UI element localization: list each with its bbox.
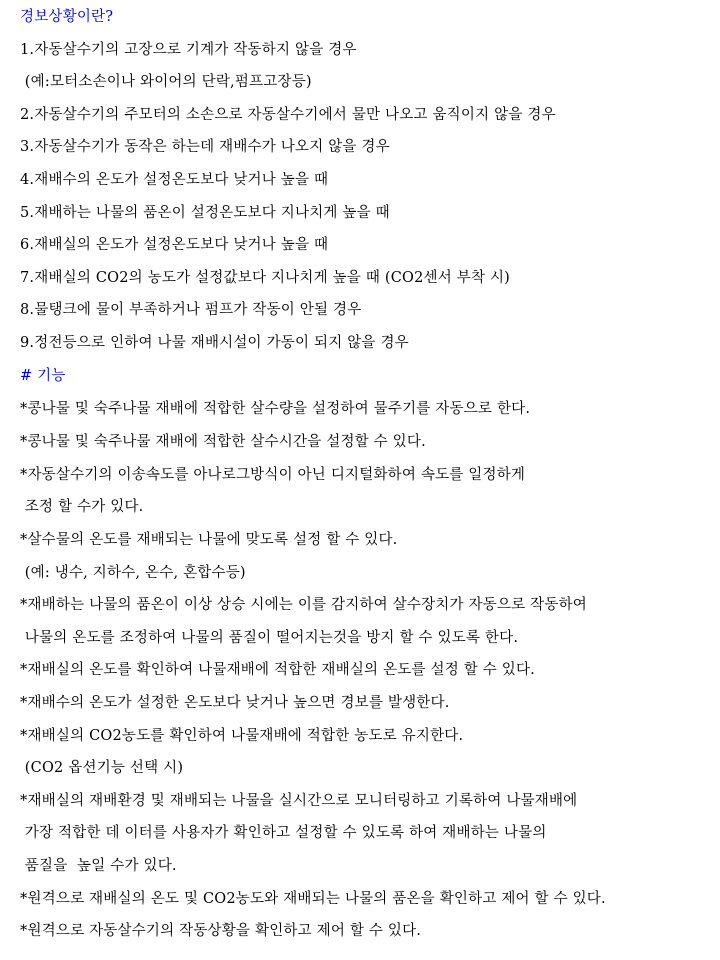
- alarm-section-title: 경보상황이란?: [20, 9, 114, 25]
- function-item: 품질을 높일 수가 있다.: [20, 858, 177, 874]
- alarm-item: (예:모터소손이나 와이어의 단락,펌프고장등): [20, 74, 312, 90]
- alarm-item: 6.재배실의 온도가 설정온도보다 낮거나 높을 때: [20, 237, 329, 253]
- function-item: 가장 적합한 데 이터를 사용자가 확인하고 설정할 수 있도록 하여 재배하는 나물의: [20, 825, 547, 841]
- function-item: *원격으로 재배실의 온도 및 CO2농도와 재배되는 나물의 품온을 확인하고 제어 할 수 있다.: [20, 891, 606, 907]
- function-item: *살수물의 온도를 재배되는 나물에 맞도록 설정 할 수 있다.: [20, 532, 398, 548]
- function-item: *자동살수기의 이송속도를 아나로그방식이 아닌 디지털화하여 속도를 일정하게: [20, 467, 526, 483]
- alarm-item: 8.물탱크에 물이 부족하거나 펌프가 작동이 안될 경우: [20, 302, 362, 318]
- function-item: 나물의 온도를 조정하여 나물의 품질이 떨어지는것을 방지 할 수 있도록 한다.: [20, 630, 519, 646]
- function-item: *재배실의 온도를 확인하여 나물재배에 적합한 재배실의 온도를 설정 할 수 있다.: [20, 662, 535, 678]
- function-section-title: # 기능: [20, 368, 66, 384]
- alarm-item: 5.재배하는 나물의 품온이 설정온도보다 지나치게 높을 때: [20, 205, 390, 221]
- function-item: *재배수의 온도가 설정한 온도보다 낮거나 높으면 경보를 발생한다.: [20, 695, 450, 711]
- alarm-item: 4.재배수의 온도가 설정온도보다 낮거나 높을 때: [20, 172, 329, 188]
- function-item: *재배실의 재배환경 및 재배되는 나물을 실시간으로 모니터링하고 기록하여 나물재배에: [20, 793, 578, 809]
- alarm-item: 2.자동살수기의 주모터의 소손으로 자동살수기에서 물만 나오고 움직이지 않을 경우: [20, 107, 556, 123]
- function-item: *재배실의 CO2농도를 확인하여 나물재배에 적합한 농도로 유지한다.: [20, 728, 464, 744]
- alarm-item: 1.자동살수기의 고장으로 기계가 작동하지 않을 경우: [20, 42, 357, 58]
- alarm-item: 7.재배실의 CO2의 농도가 설정값보다 지나치게 높을 때 (CO2센서 부착 시): [20, 270, 511, 286]
- function-item: 조정 할 수가 있다.: [20, 499, 144, 515]
- alarm-item: 3.자동살수기가 동작은 하는데 재배수가 나오지 않을 경우: [20, 139, 390, 155]
- alarm-item: 9.정전등으로 인하여 나물 재배시설이 가동이 되지 않을 경우: [20, 335, 409, 351]
- function-item: (예: 냉수, 지하수, 온수, 혼합수등): [20, 565, 246, 581]
- function-item: *재배하는 나물의 품온이 이상 상승 시에는 이를 감지하여 살수장치가 자동으로 작동하여: [20, 597, 587, 613]
- function-item: *콩나물 및 숙주나물 재배에 적합한 살수시간을 설정할 수 있다.: [20, 434, 426, 450]
- function-item: *원격으로 자동살수기의 작동상황을 확인하고 제어 할 수 있다.: [20, 923, 422, 939]
- function-item: (CO2 옵션기능 선택 시): [20, 760, 184, 776]
- function-item: *콩나물 및 숙주나물 재배에 적합한 살수량을 설정하여 물주기를 자동으로 한다.: [20, 401, 531, 417]
